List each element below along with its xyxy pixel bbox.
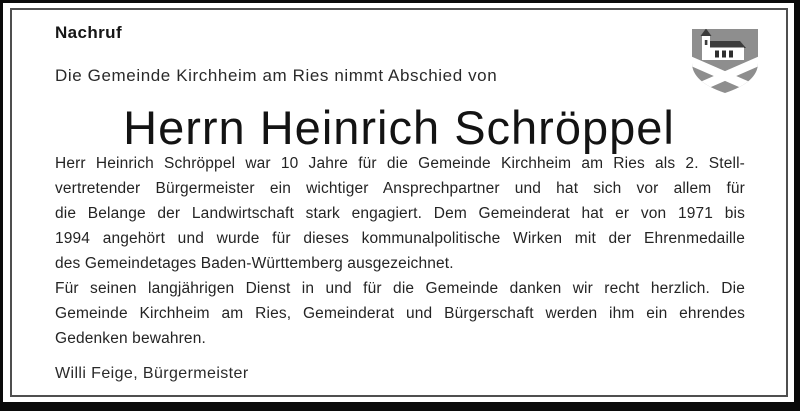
signature-line: Willi Feige, Bürgermeister [55, 365, 249, 382]
obituary-paragraph-2 [55, 276, 745, 351]
text-line: Herr Heinrich Schröppel war 10 Jahre für die Gemeinde Kirchheim am Ries als 2. Stell- [55, 155, 745, 172]
notice-content [12, 10, 786, 395]
notice-inner-border [10, 8, 788, 397]
text-line: Gemeinde Kirchheim am Ries, Gemeinderat und Bürgerschaft werden ihm ein ehrendes [55, 305, 745, 322]
intro-text: Die Gemeinde Kirchheim am Ries nimmt Abschied von [55, 66, 498, 85]
text-line: des Gemeindetages Baden-Württemberg ausgezeichnet. [55, 255, 454, 272]
municipal-coat-of-arms-icon [690, 27, 760, 95]
text-line: vertretender Bürgermeister ein wichtiger Ansprechpartner und hat sich vor allem für [55, 180, 745, 197]
text-line: die Belange der Landwirtschaft stark engagiert. Dem Gemeinderat hat er von 1971 bis [55, 205, 745, 222]
text-line: 1994 angehört und wurde für dieses kommunalpolitische Wirken mit der Ehrenmedaille [55, 230, 745, 247]
obituary-paragraph-1 [55, 151, 745, 276]
deceased-name-heading: Herrn Heinrich Schröppel [123, 101, 675, 154]
notice-type-label: Nachruf [55, 23, 123, 42]
text-line: Gedenken bewahren. [55, 330, 206, 347]
text-line: Für seinen langjährigen Dienst in und für die Gemeinde danken wir recht herzlich. Die [55, 280, 745, 297]
